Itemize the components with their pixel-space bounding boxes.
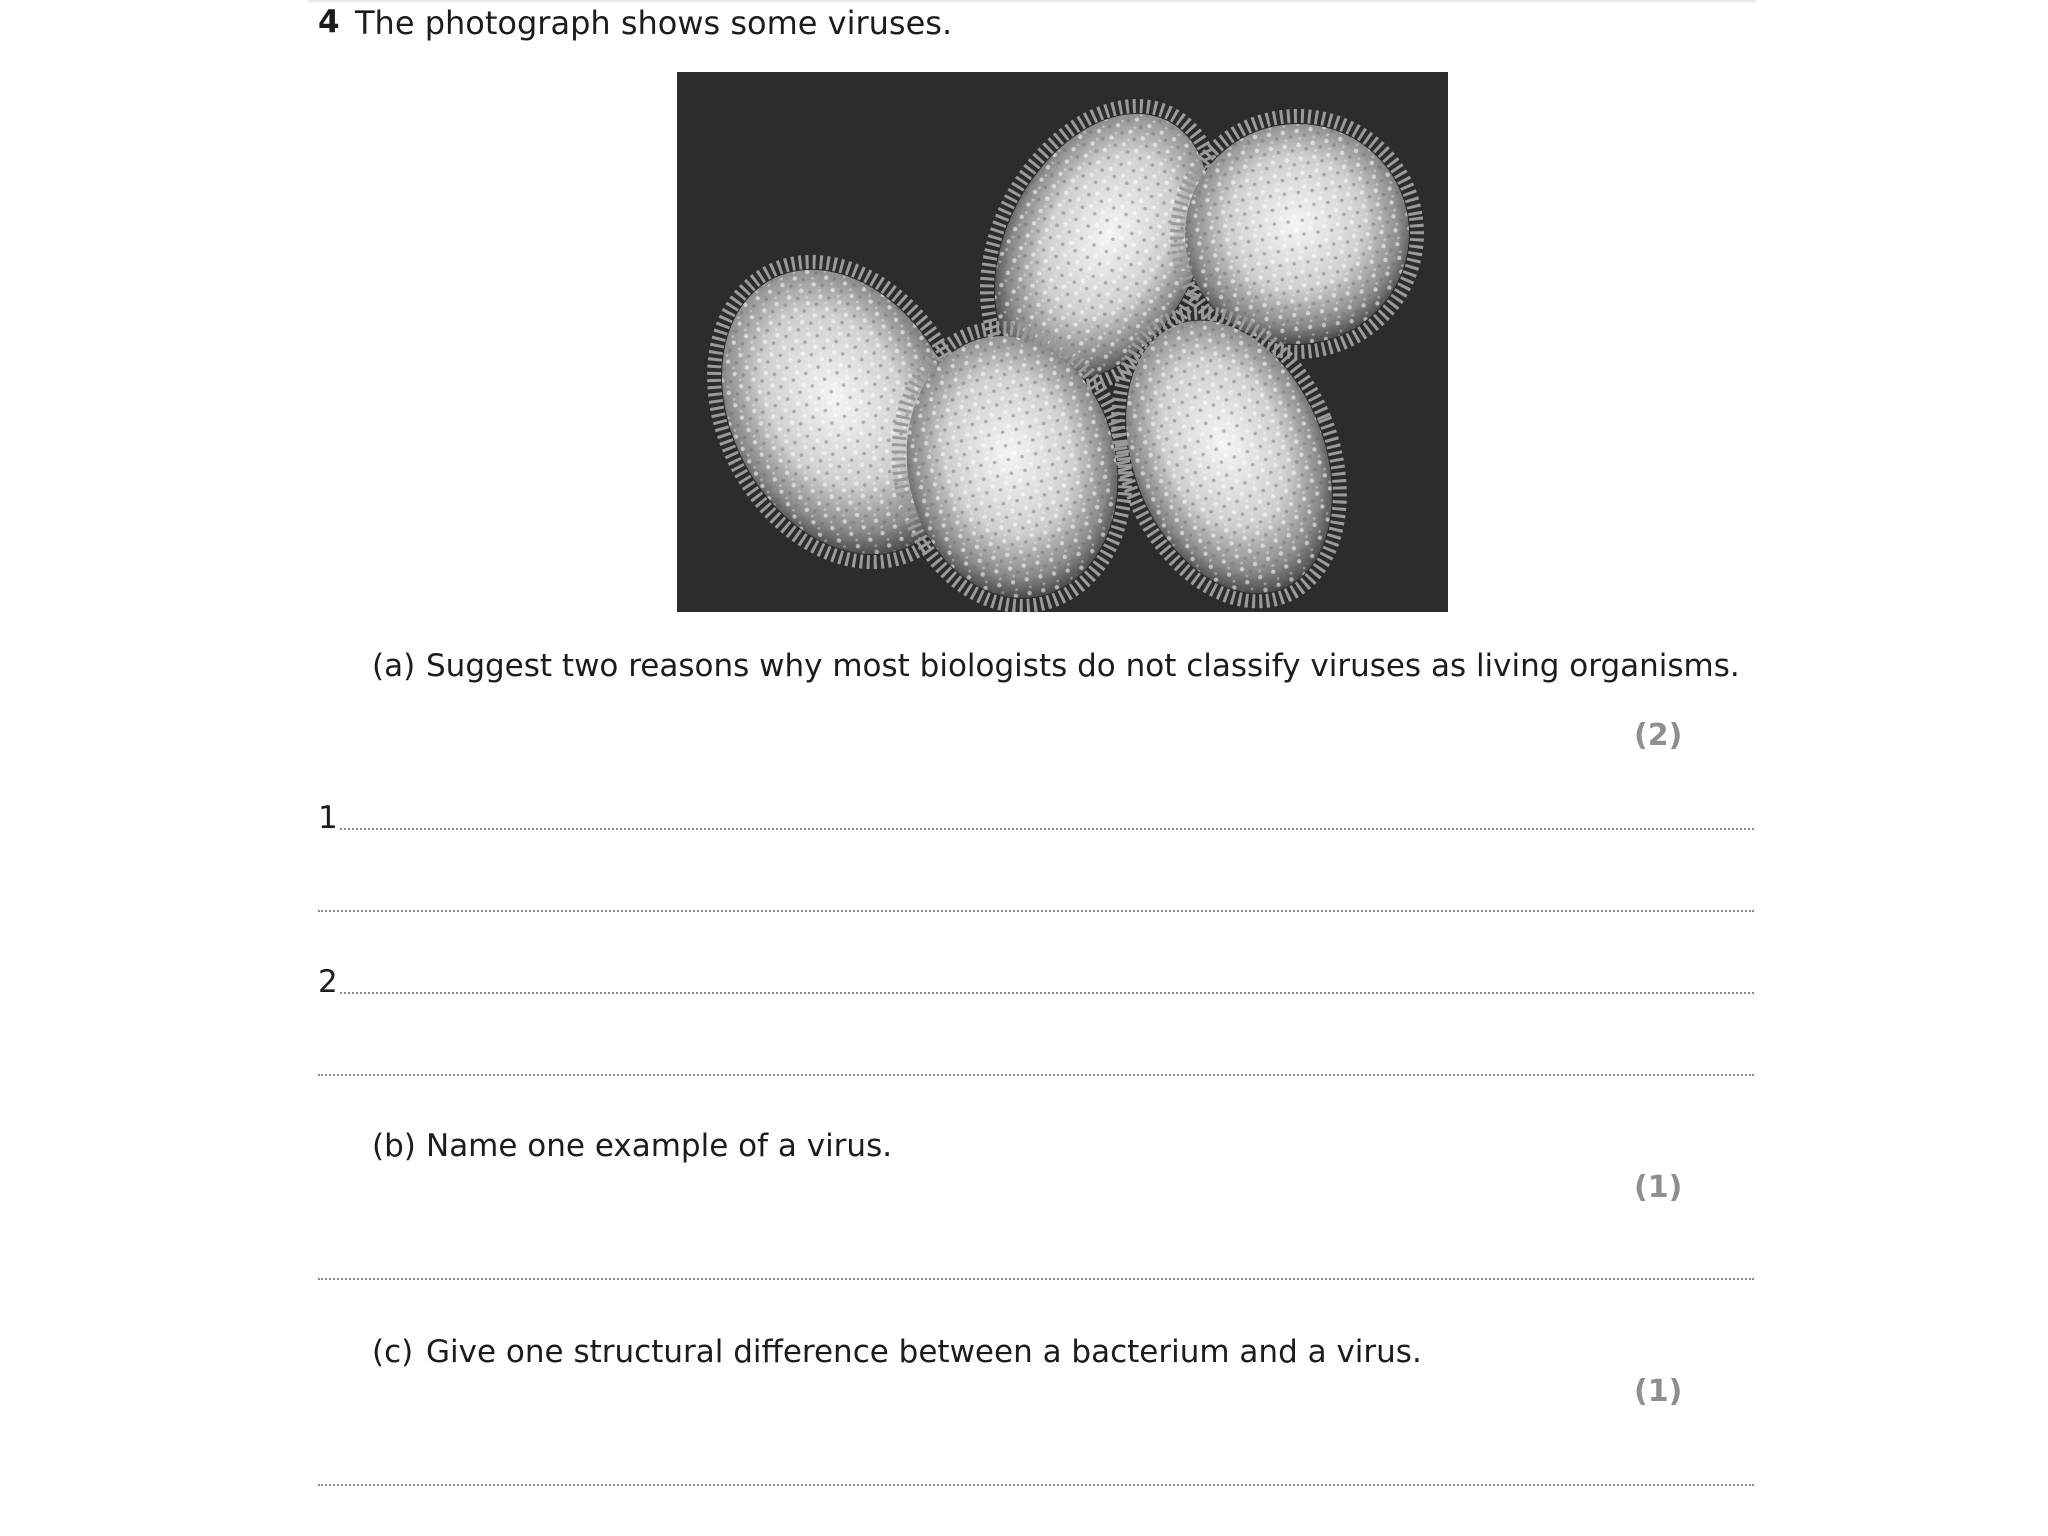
part-a-question [372,648,1740,684]
part-b-label: (b) [372,1128,416,1164]
answer-line-2b[interactable] [318,1074,1754,1076]
answer-line-2a[interactable] [340,992,1754,994]
answer-line-1a[interactable] [340,828,1754,830]
part-a-text: Suggest two reasons why most biologists do not classify viruses as living organisms. [426,648,1740,684]
answer-number-1: 1 [318,800,338,836]
answer-line-c[interactable] [318,1484,1754,1486]
question-intro: The photograph shows some viruses. [355,4,953,42]
part-c-question [372,1334,1422,1370]
part-c-text: Give one structural difference between a bacterium and a virus. [426,1334,1422,1370]
part-a-marks: (2) [1634,718,1683,753]
part-b-marks: (1) [1634,1170,1683,1205]
part-c-label: (c) [372,1334,414,1370]
part-b-text: Name one example of a virus. [426,1128,893,1164]
part-c-marks: (1) [1634,1374,1683,1409]
part-a-label: (a) [372,648,416,684]
virus-photograph [677,72,1448,612]
answer-line-b[interactable] [318,1278,1754,1280]
question-number: 4 [318,4,340,40]
answer-number-2: 2 [318,964,338,1000]
answer-line-1b[interactable] [318,910,1754,912]
part-b-question [372,1128,892,1164]
